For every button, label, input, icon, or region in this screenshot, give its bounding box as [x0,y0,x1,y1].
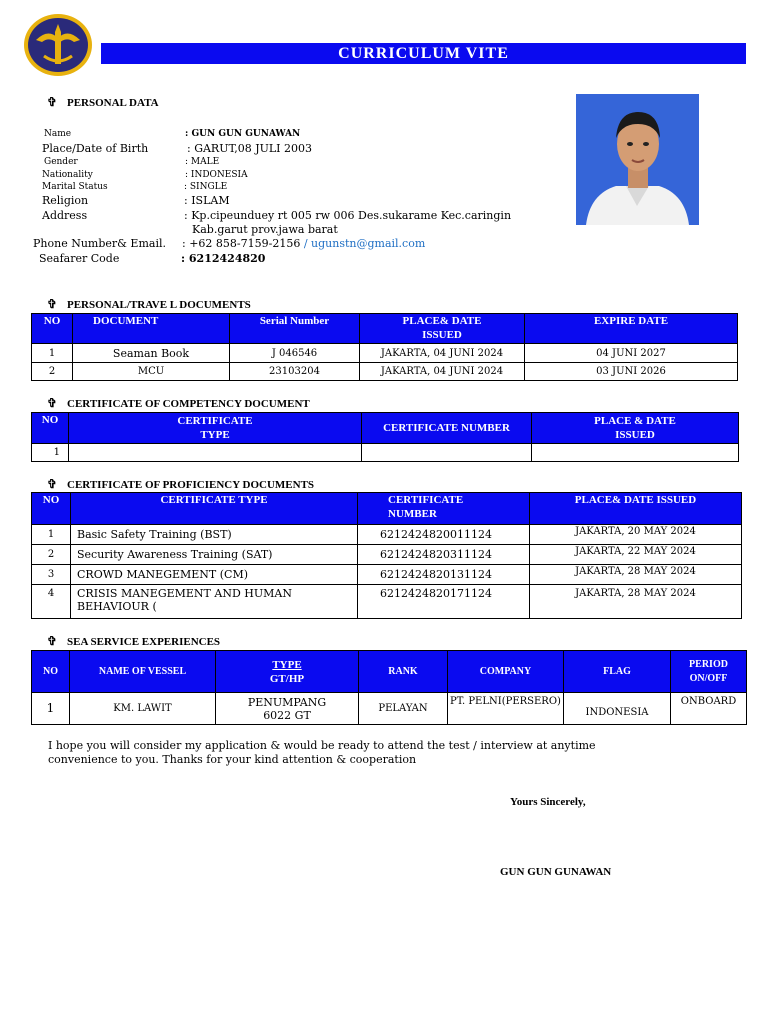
seafarer-label: Seafarer Code [39,252,120,265]
table-row [32,585,742,619]
cross-bullet-icon: ✞ [47,95,58,109]
nationality-value: : INDONESIA [185,170,248,180]
gender-value: : MALE [185,157,220,167]
col-header: EXPIRE DATE [525,314,738,344]
col-header: PLACE& DATE ISSUED [530,493,742,525]
col-header-gt: GT/HP [269,672,305,685]
table-cell: Seaman Book [73,344,230,363]
col-header: PLACE & DATE ISSUED [532,413,739,444]
ministry-logo-icon [22,12,94,78]
table-row [32,344,738,363]
col-header-type: TYPE [272,658,302,671]
profile-photo [576,94,699,225]
table-header-row [32,651,747,693]
section-competency [47,396,310,411]
table-cell: 03 JUNI 2026 [525,363,738,381]
nationality-label: Nationality [42,170,93,180]
section-heading: PERSONAL DATA [67,97,159,109]
col-header: NO [32,314,73,344]
name-value: : GUN GUN GUNAWAN [185,129,301,139]
table-cell: 6212424820311124 [358,545,530,565]
table-cell: 6212424820171124 [358,585,530,619]
address-line2: Kab.garut prov.jawa barat [192,223,338,236]
section-heading: CERTIFICATE OF COMPETENCY DOCUMENT [67,398,310,410]
phone-number: : +62 858-7159-2156 [182,237,301,250]
address-label: Address [42,209,88,222]
table-header-row [32,413,739,444]
table-cell: Basic Safety Training (BST) [71,525,358,545]
table-cell: 1 [32,693,70,725]
table-cell [532,444,739,462]
sea-service-table [31,650,747,725]
col-header: CERTIFICATE NUMBER [358,493,530,525]
table-row [32,545,742,565]
table-cell: KM. LAWIT [70,693,216,725]
table-cell: 4 [32,585,71,619]
pob-label: Place/Date of Birth [42,142,149,155]
table-cell: 04 JUNI 2027 [525,344,738,363]
section-heading: CERTIFICATE OF PROFICIENCY DOCUMENTS [67,479,315,491]
table-row [32,525,742,545]
table-cell: J 046546 [230,344,360,363]
table-cell: 3 [32,565,71,585]
col-header: CERTIFICATE TYPE [71,493,358,525]
email-link[interactable]: / ugunstn@gmail.com [303,237,426,250]
vessel-type: PENUMPANG [247,695,327,709]
religion-label: Religion [42,194,89,207]
col-header: COMPANY [448,651,564,693]
table-header-row [32,493,742,525]
section-heading: PERSONAL/TRAVE L DOCUMENTS [67,299,251,311]
table-cell: JAKARTA, 28 MAY 2024 [530,585,742,619]
table-cell: CRISIS MANEGEMENT AND HUMAN BEHAVIOUR ( [71,585,358,619]
table-cell: PELAYAN [359,693,448,725]
table-cell: 6212424820011124 [358,525,530,545]
page-title: CURRICULUM VITE [101,43,746,64]
section-heading: SEA SERVICE EXPERIENCES [67,636,221,648]
table-cell: JAKARTA, 20 MAY 2024 [530,525,742,545]
table-cell: Security Awareness Training (SAT) [71,545,358,565]
competency-table [31,412,739,462]
table-cell: 6212424820131124 [358,565,530,585]
section-personal-data [47,95,159,110]
col-header: FLAG [564,651,671,693]
col-header: NAME OF VESSEL [70,651,216,693]
marital-label: Marital Status [42,182,108,192]
table-cell: JAKARTA, 04 JUNI 2024 [360,363,525,381]
col-header [216,651,359,693]
table-cell: 1 [32,525,71,545]
table-cell: 23103204 [230,363,360,381]
table-cell: CROWD MANEGEMENT (CM) [71,565,358,585]
table-row [32,565,742,585]
name-label: Name [44,129,72,139]
table-header-row [32,314,738,344]
table-row [32,693,747,725]
signature-name: GUN GUN GUNAWAN [500,866,612,878]
col-header: NO [32,493,71,525]
col-header: NO [32,413,69,444]
col-header: NO [32,651,70,693]
section-proficiency [47,477,314,492]
table-cell: PT. PELNI(PERSERO) [448,693,564,725]
cross-bullet-icon: ✞ [47,634,58,648]
closing-line-2: convenience to you. Thanks for your kind attention & cooperation [48,753,417,766]
gender-label: Gender [44,157,78,167]
table-cell: 2 [32,545,71,565]
cross-bullet-icon: ✞ [47,297,58,311]
table-cell: ONBOARD [671,693,747,725]
table-cell: JAKARTA, 22 MAY 2024 [530,545,742,565]
table-cell [362,444,532,462]
section-sea-service [47,634,220,649]
seafarer-value: : 6212424820 [181,252,266,265]
col-header: Serial Number [230,314,360,344]
col-header: CERTIFICATE TYPE [69,413,362,444]
closing-line-1: I hope you will consider my application & would be ready to attend the test / interview at anytime [48,739,596,752]
proficiency-table [31,492,742,619]
col-header: PERIOD ON/OFF [671,651,747,693]
table-cell: 2 [32,363,73,381]
col-header: RANK [359,651,448,693]
col-header: CERTIFICATE NUMBER [362,413,532,444]
table-cell: 1 [32,344,73,363]
vessel-gt: 6022 GT [263,708,311,722]
sincerely-text: Yours Sincerely, [510,796,586,808]
phone-value [182,237,425,250]
table-cell [69,444,362,462]
table-cell: 1 [32,444,69,462]
cross-bullet-icon: ✞ [47,477,58,491]
religion-value: : ISLAM [184,194,230,207]
col-header: DOCUMENT [73,314,230,344]
phone-label: Phone Number& Email. [33,237,166,250]
travel-docs-table [31,313,738,381]
table-cell: JAKARTA, 28 MAY 2024 [530,565,742,585]
cross-bullet-icon: ✞ [47,396,58,410]
table-row [32,444,739,462]
table-cell [216,693,359,725]
table-cell: JAKARTA, 04 JUNI 2024 [360,344,525,363]
marital-value: : SINGLE [184,182,228,192]
table-cell: INDONESIA [564,693,671,725]
section-travel-docs [47,297,251,312]
address-line1: : Kp.cipeunduey rt 005 rw 006 Des.sukarame Kec.caringin [184,209,512,222]
table-cell: MCU [73,363,230,381]
pob-value: : GARUT,08 JULI 2003 [187,142,313,155]
col-header: PLACE& DATE ISSUED [360,314,525,344]
table-row [32,363,738,381]
